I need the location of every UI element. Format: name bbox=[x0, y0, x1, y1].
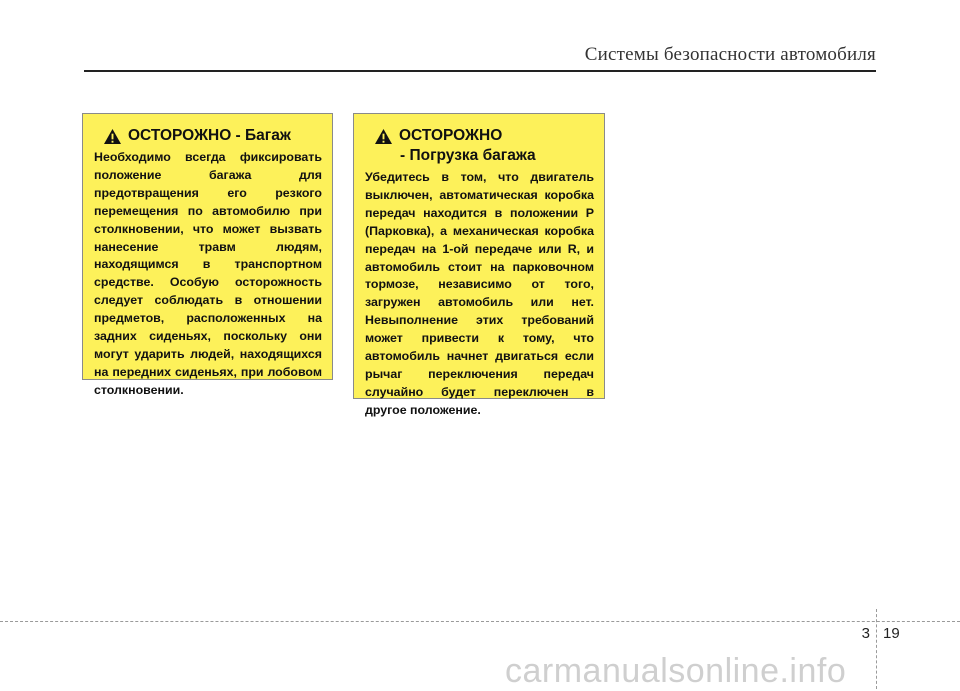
page-header-title: Системы безопасности автомобиля bbox=[584, 44, 876, 65]
warning-box-loading bbox=[353, 113, 605, 417]
page-number-divider bbox=[876, 609, 877, 689]
watermark: carmanualsonline.info bbox=[505, 652, 847, 690]
warning-text: Необходимо всегда фиксировать положение багажа для предотвращения его резкого перемещения по автомобилю при столкновении, что может вызвать нанесение травм людям, находящимся в транспортном средстве. Особую осторожность следует соблюдать в отношении предметов, расположенных на задних сиденьях, поскольку они могут ударить людей, находящихся на передних сиденьях, при лобовом столкновении. bbox=[94, 150, 322, 397]
warning-subtitle: - Погрузка багажа bbox=[400, 147, 536, 164]
chapter-number: 3 bbox=[861, 625, 870, 642]
warning-triangle-icon bbox=[103, 128, 122, 145]
warning-text: Убедитесь в том, что двигатель выключен, автоматическая коробка передач находится в положении P (Парковка), а механическая коробка передач на 1-ой передаче или R, и автомобиль стоит на парковочном тормозе, независимо от того, загружен автомобиль или нет. Невыполнение этих требований может привести к тому, что автомобиль начнет двигаться если рычаг переключения передач случайно будет переключен в другое положение. bbox=[365, 170, 594, 417]
warning-heading bbox=[374, 126, 594, 146]
warning-triangle-icon bbox=[374, 128, 393, 145]
warning-heading bbox=[103, 126, 322, 146]
page-number: 19 bbox=[883, 625, 900, 642]
header-rule bbox=[84, 70, 876, 72]
warning-title: ОСТОРОЖНО bbox=[399, 127, 503, 144]
footer-dashed-rule bbox=[0, 621, 960, 622]
warning-title: ОСТОРОЖНО - Багаж bbox=[128, 127, 291, 144]
warning-box-cargo bbox=[82, 113, 333, 397]
